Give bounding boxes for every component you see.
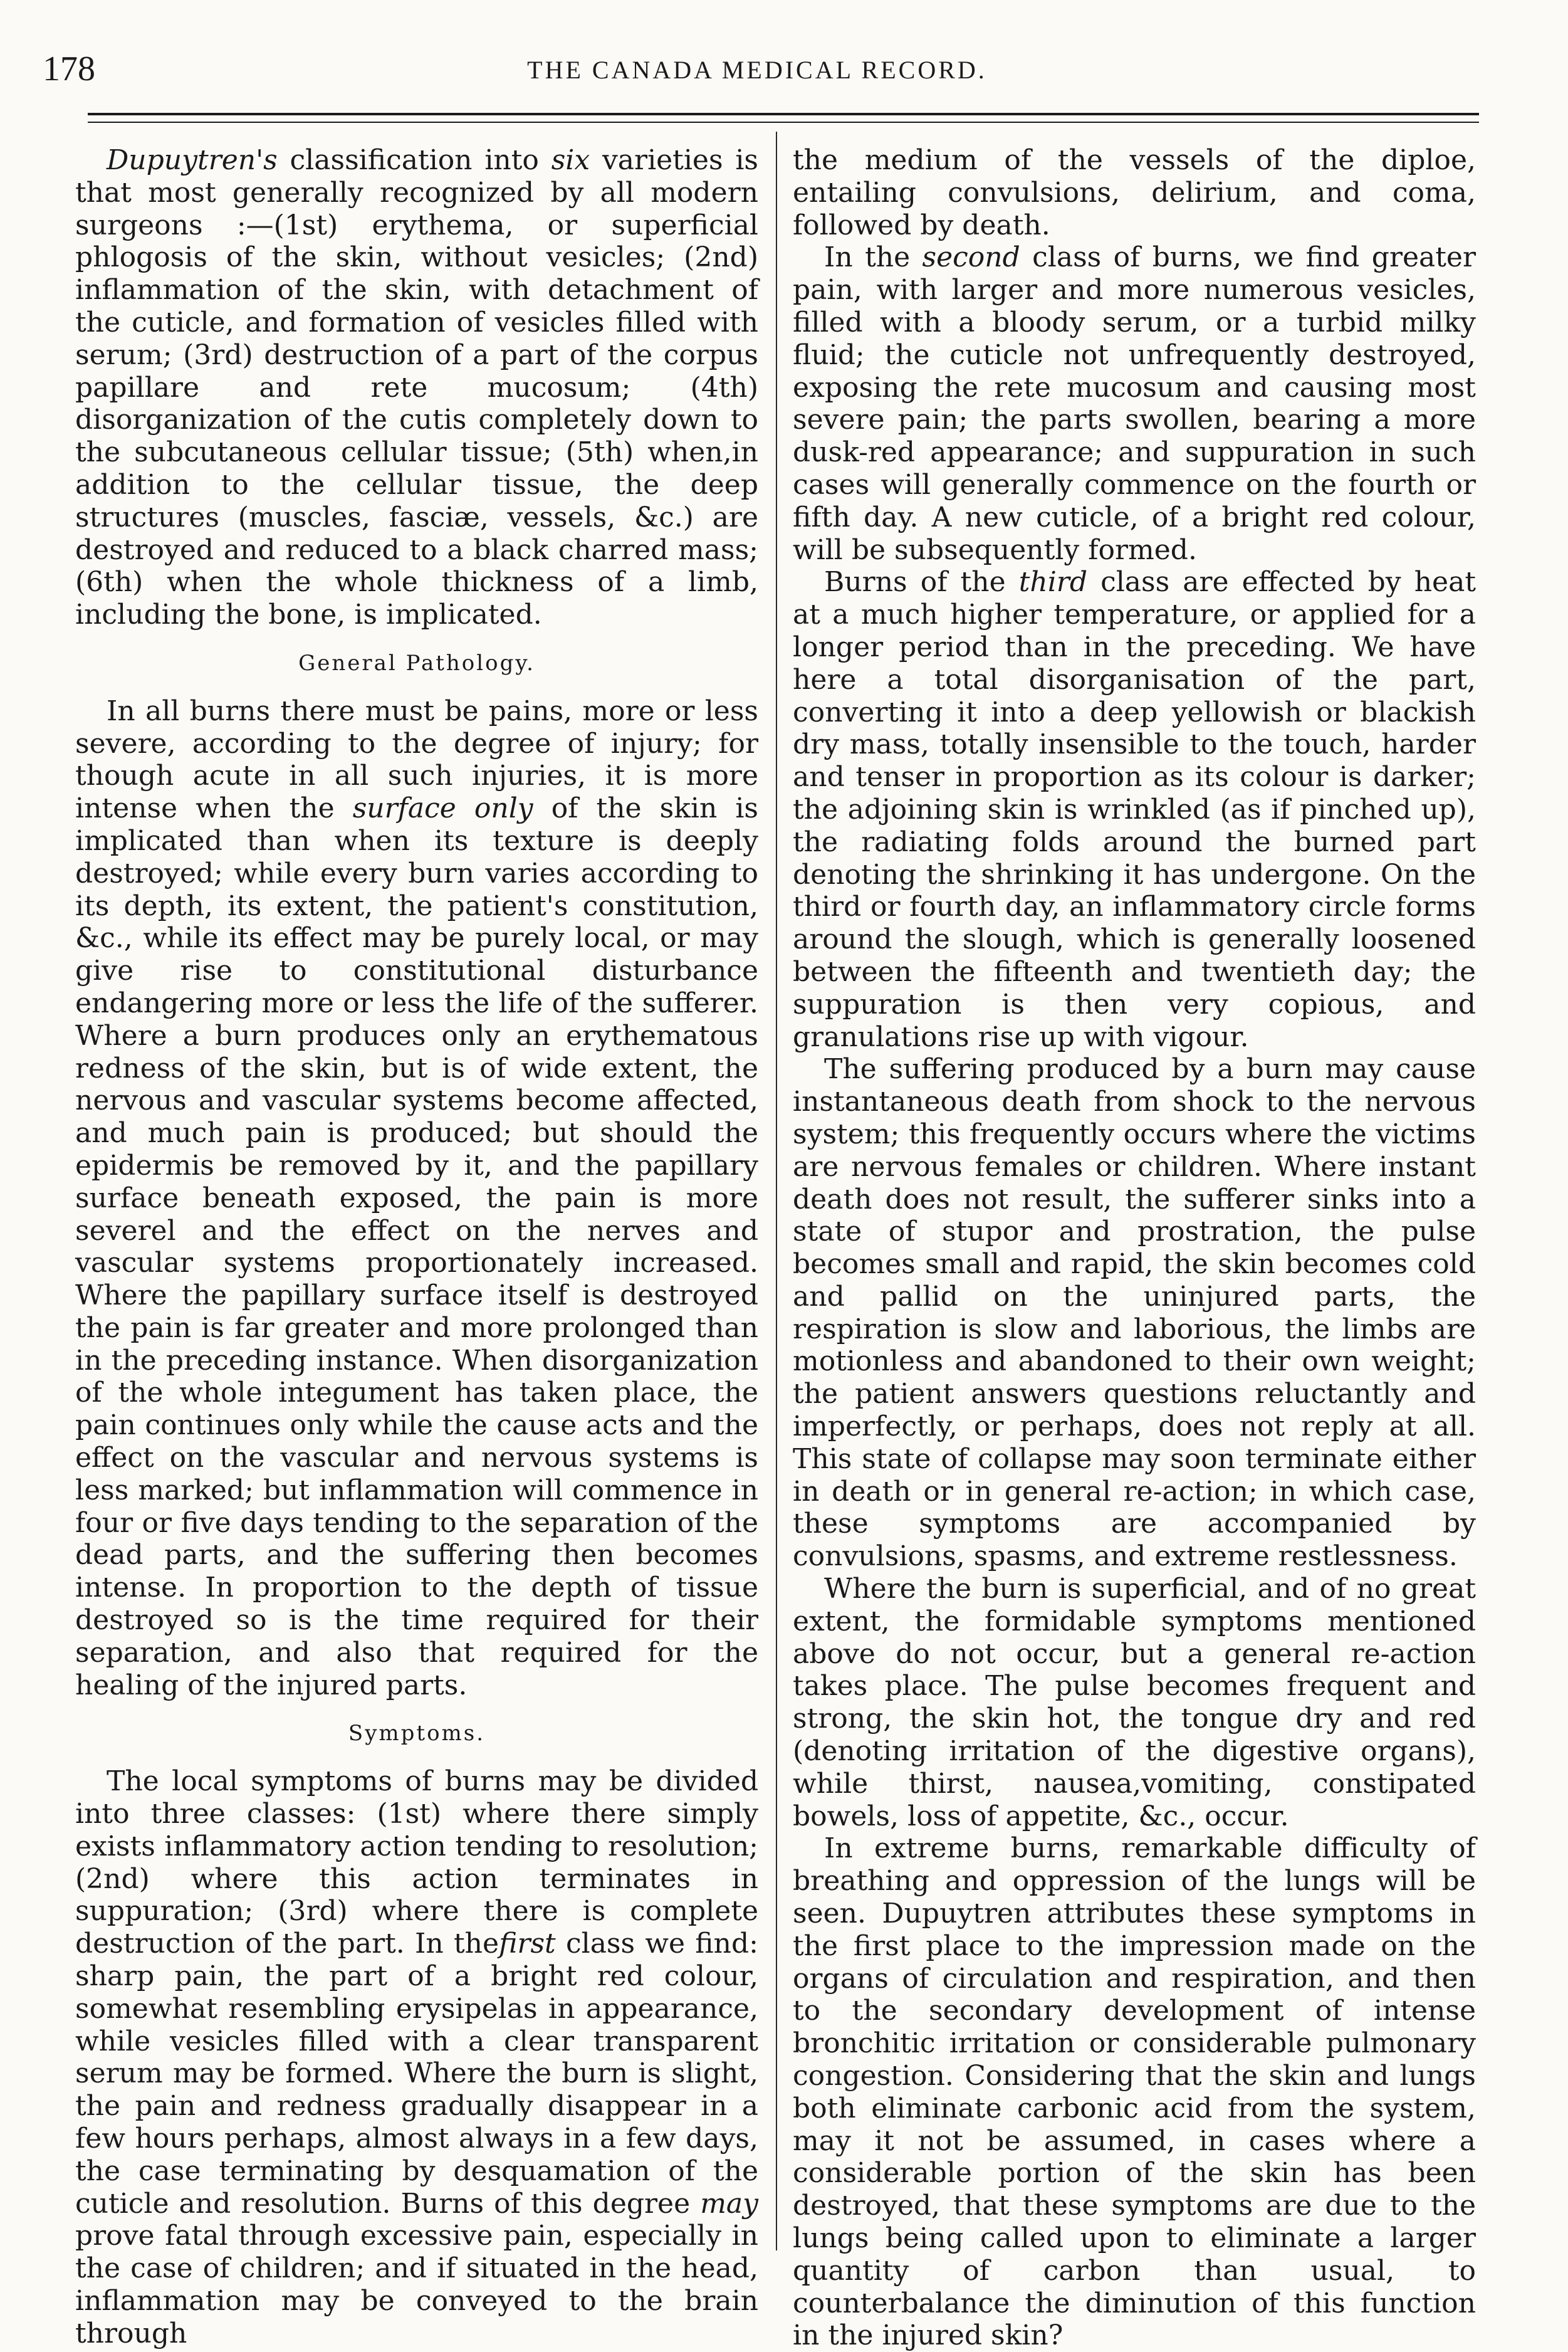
paragraph-general-pathology — [75, 695, 758, 1702]
text-run: In all burns there must be pains, more or less severe, according to the degree of injury; for though acute in all such injuries, it is more intense when the — [75, 695, 758, 825]
left-column — [75, 144, 758, 2350]
text-run: class of burns, we find greater pain, with larger and more numerous vesicles, filled with a bloody serum, or a turbid milky fluid; the cuticle not unfrequently destroyed, exposing the rete mucosum and causing most severe pain; the parts swollen, bearing a more dusk-red appearance; and suppuration in such cases will generally commence on the fourth or fifth day. A new cuticle, of a bright red colour, will be subsequently formed. — [793, 241, 1476, 566]
paragraph-shock: The suffering produced by a burn may cause instantaneous death from shock to the nervous system; this frequently occurs where the victims are nervous females or children. Where instant death does not result, the sufferer sinks into a state of stupor and prostration, the pulse becomes small and rapid, the skin becomes cold and pallid on the uninjured parts, the respiration is slow and laborious, the limbs are motionless and abandoned to their own weight; the patient answers questions reluctantly and imperfectly, or perhaps, does not reply at all. This state of collapse may soon terminate either in death or in general re-action; in which case, these symptoms are accompanied by convulsions, spasms, and extreme restlessness. — [793, 1053, 1476, 1573]
column-divider — [776, 132, 777, 2250]
text-run: varieties is that most generally recognized by all modern surgeons :—(1st) erythema, or superficial phlogosis of the skin, without vesicles; (2nd) inflammation of the skin, with detachment of the cuticle, and formation of vesicles filled with serum; (3rd) destruction of a part of the corpus papillare and rete mucosum; (4th) disorganization of the cutis completely down to the subcutaneous cellular tissue; (5th) when,in addition to the cellular tissue, the deep structures (muscles, fasciæ, vessels, &c.) are destroyed and reduced to a black charred mass; (6th) when the whole thickness of a limb, including the bone, is implicated. — [75, 144, 758, 631]
right-column — [793, 144, 1476, 2352]
paragraph-superficial: Where the burn is superficial, and of no great extent, the formidable symptoms mentioned above do not occur, but a general re-action takes place. The pulse becomes frequent and strong, the skin hot, the tongue dry and red (denoting irritation of the digestive organs), while thirst, nausea,vomiting, constipated bowels, loss of appetite, &c., occur. — [793, 1573, 1476, 1832]
heading-general-pathology: General Pathology. — [298, 650, 535, 676]
paragraph-continuation: the medium of the vessels of the diploe, entailing convulsions, delirium, and coma, followed by death. — [793, 144, 1476, 241]
emphasis-second: second — [922, 241, 1020, 274]
paragraph-second-class — [793, 241, 1476, 566]
page-number: 178 — [43, 50, 95, 88]
text-run: of the skin is implicated than when its texture is deeply destroyed; while every burn varies according to its depth, its extent, the patient's constitution, &c., while its effect may be purely local, or may give rise to constitutional disturbance endangering more or less the life of the sufferer. Where a burn produces only an erythematous redness of the skin, but is of wide extent, the nervous and vascular systems become affected, and much pain is produced; but should the epidermis be removed by it, and the papillary surface beneath exposed, the pain is more severel and the effect on the nerves and vascular systems proportionately increased. Where the papillary surface itself is destroyed the pain is far greater and more prolonged than in the preceding instance. When disorganization of the whole integument has taken place, the pain continues only while the cause acts and the effect on the vascular and nervous systems is less marked; but inflammation will commence in four or five days tending to the separation of the dead parts, and the suffering then becomes intense. In proportion to the depth of tissue destroyed so is the time required for their separation, and also that required for the healing of the injured parts. — [75, 792, 758, 1701]
paragraph-extreme-burns: In extreme burns, remarkable difficulty of breathing and oppression of the lungs will be seen. Dupuytren attributes these symptoms in the first place to the impression made on the organs of circulation and respiration, and then to the secondary development of intense bronchitic irritation or considerable pulmonary congestion. Considering that the skin and lungs both eliminate carbonic acid from the system, may it not be assumed, in cases where a considerable portion of the skin has been destroyed, that these symptoms are due to the lungs being called upon to eliminate a larger quantity of carbon than usual, to counterbalance the diminution of this function in the injured skin? — [793, 1832, 1476, 2352]
emphasis-first: first — [499, 1928, 556, 1960]
text-run: Burns of the — [824, 566, 1019, 599]
emphasis-dupuytren: Dupuytren's — [107, 144, 278, 176]
emphasis-surface-only: surface only — [352, 792, 533, 825]
text-run: In the — [824, 241, 923, 274]
paragraph-symptoms — [75, 1765, 758, 2349]
text-run: class are effected by heat at a much higher temperature, or applied for a longer period than in the preceding. We have here a total disorganisation of the part, converting it into a deep yellowish or blackish dry mass, totally insensible to the touch, harder and tenser in proportion as its colour is darker; the adjoining skin is wrinkled (as if pinched up), the radiating folds around the burned part denoting the shrinking it has undergone. On the third or fourth day, an inflammatory circle forms around the slough, which is generally loosened between the fifteenth and twentieth day; the suppuration is then very copious, and granulations rise up with vigour. — [793, 566, 1476, 1053]
text-run: The local symptoms of burns may be divided into three classes: (1st) where there simply exists inflammatory action tending to resolution; (2nd) where this action terminates in suppuration; (3rd) where there is complete destruction of the part. In the — [75, 1765, 758, 1960]
page-header — [43, 49, 1471, 93]
paragraph-third-class — [793, 566, 1476, 1053]
emphasis-six: six — [551, 144, 590, 176]
emphasis-may: may — [700, 2187, 758, 2220]
paragraph-classification — [75, 144, 758, 631]
header-rule — [88, 113, 1479, 123]
heading-symptoms: Symptoms. — [348, 1721, 486, 1746]
emphasis-third: third — [1018, 566, 1087, 599]
running-title: THE CANADA MEDICAL RECORD. — [527, 56, 987, 84]
text-run: classification into — [277, 144, 551, 176]
text-run: prove fatal through excessive pain, especially in the case of children; and if situated in the head, inflammation may be conveyed to the brain through — [75, 2220, 758, 2349]
text-run: class we find: sharp pain, the part of a bright red colour, somewhat resembling erysipelas in appearance, while vesicles filled with a clear transparent serum may be formed. Where the burn is slight, the pain and redness gradually disappear in a few hours perhaps, almost always in a few days, the case terminating by desquamation of the cuticle and resolution. Burns of this degree — [75, 1928, 758, 2220]
